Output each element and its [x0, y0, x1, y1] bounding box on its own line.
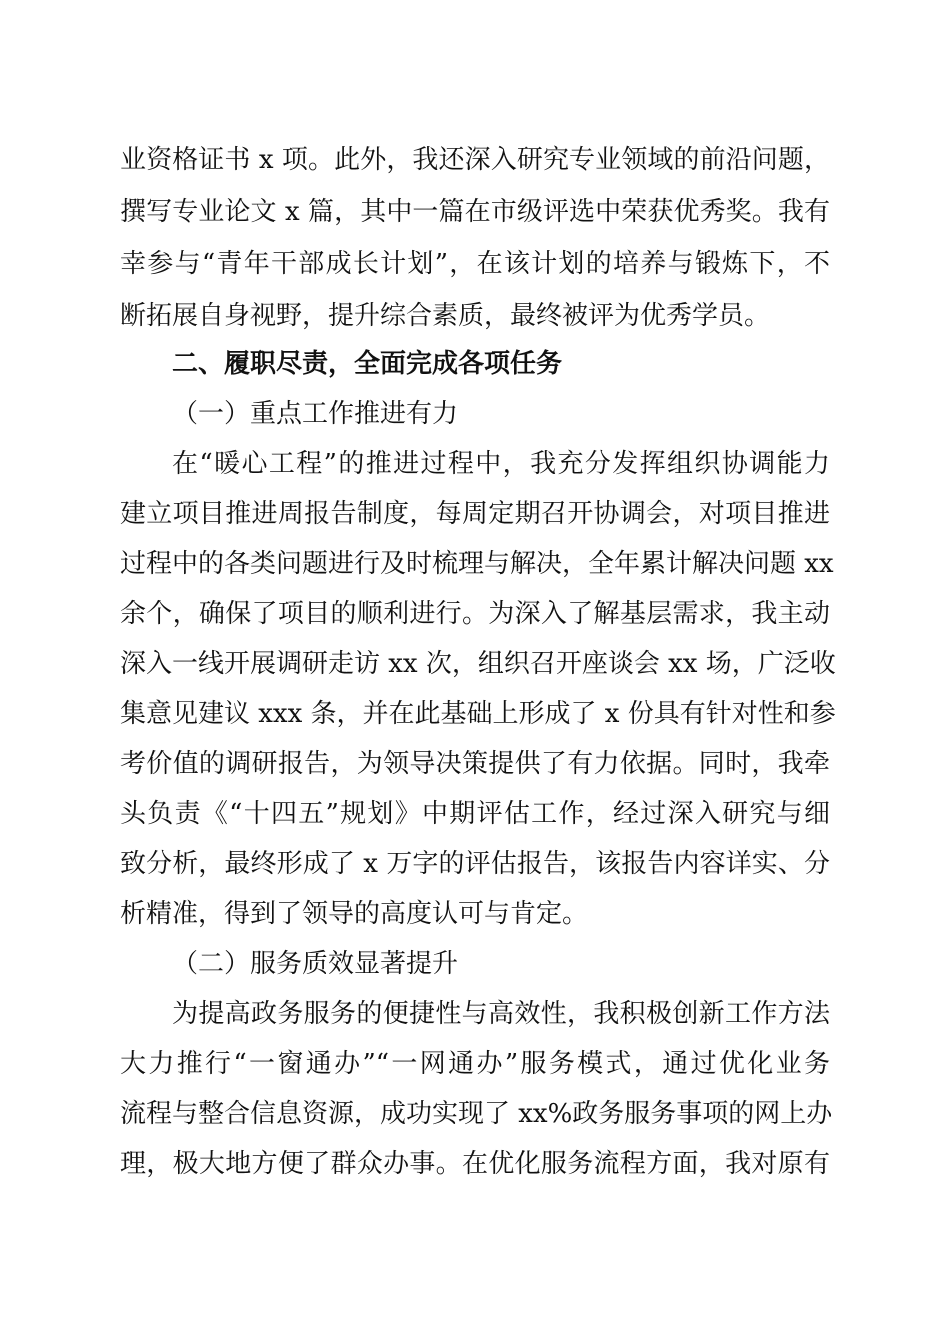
paragraph-2-line-2: 建立项目推进周报告制度，每周定期召开协调会，对项目推进	[120, 499, 830, 529]
paragraph-2-line-8: 头负责《“十四五”规划》中期评估工作，经过深入研究与细	[120, 799, 830, 829]
paragraph-1-line-2: 撰写专业论文 x 篇，其中一篇在市级评选中荣获优秀奖。我有	[120, 197, 830, 227]
section-2-heading: 二、履职尽责，全面完成各项任务	[172, 349, 563, 379]
paragraph-1-line-1: 业资格证书 x 项。此外，我还深入研究专业领域的前沿问题，	[120, 145, 830, 175]
paragraph-3-line-4: 理，极大地方便了群众办事。在优化服务流程方面，我对原有	[120, 1149, 830, 1179]
paragraph-2-line-6: 集意见建议 xxx 条，并在此基础上形成了 x 份具有针对性和参	[120, 699, 836, 729]
paragraph-2-line-7: 考价值的调研报告，为领导决策提供了有力依据。同时，我牵	[120, 749, 830, 779]
paragraph-2-line-1: 在“暖心工程”的推进过程中，我充分发挥组织协调能力	[172, 449, 830, 479]
paragraph-2-line-5: 深入一线开展调研走访 xx 次，组织召开座谈会 xx 场，广泛收	[120, 649, 836, 679]
paragraph-2-line-10: 析精准，得到了领导的高度认可与肯定。	[120, 899, 589, 929]
paragraph-3-line-3: 流程与整合信息资源，成功实现了 xx%政务服务事项的网上办	[120, 1099, 833, 1129]
paragraph-2-line-9: 致分析，最终形成了 x 万字的评估报告，该报告内容详实、分	[120, 849, 830, 879]
paragraph-1-line-4: 断拓展自身视野，提升综合素质，最终被评为优秀学员。	[120, 301, 771, 331]
paragraph-3-line-1: 为提高政务服务的便捷性与高效性，我积极创新工作方法	[172, 999, 830, 1029]
subsection-2-heading: （二）服务质效显著提升	[172, 949, 459, 979]
paragraph-2-line-3: 过程中的各类问题进行及时梳理与解决，全年累计解决问题 xx	[120, 549, 834, 579]
paragraph-3-line-2: 大力推行“一窗通办”“一网通办”服务模式，通过优化业务	[120, 1049, 830, 1079]
subsection-1-heading: （一）重点工作推进有力	[172, 399, 459, 429]
paragraph-2-line-4: 余个，确保了项目的顺利进行。为深入了解基层需求，我主动	[120, 599, 830, 629]
paragraph-1-line-3: 幸参与“青年干部成长计划”，在该计划的培养与锻炼下，不	[120, 249, 830, 279]
